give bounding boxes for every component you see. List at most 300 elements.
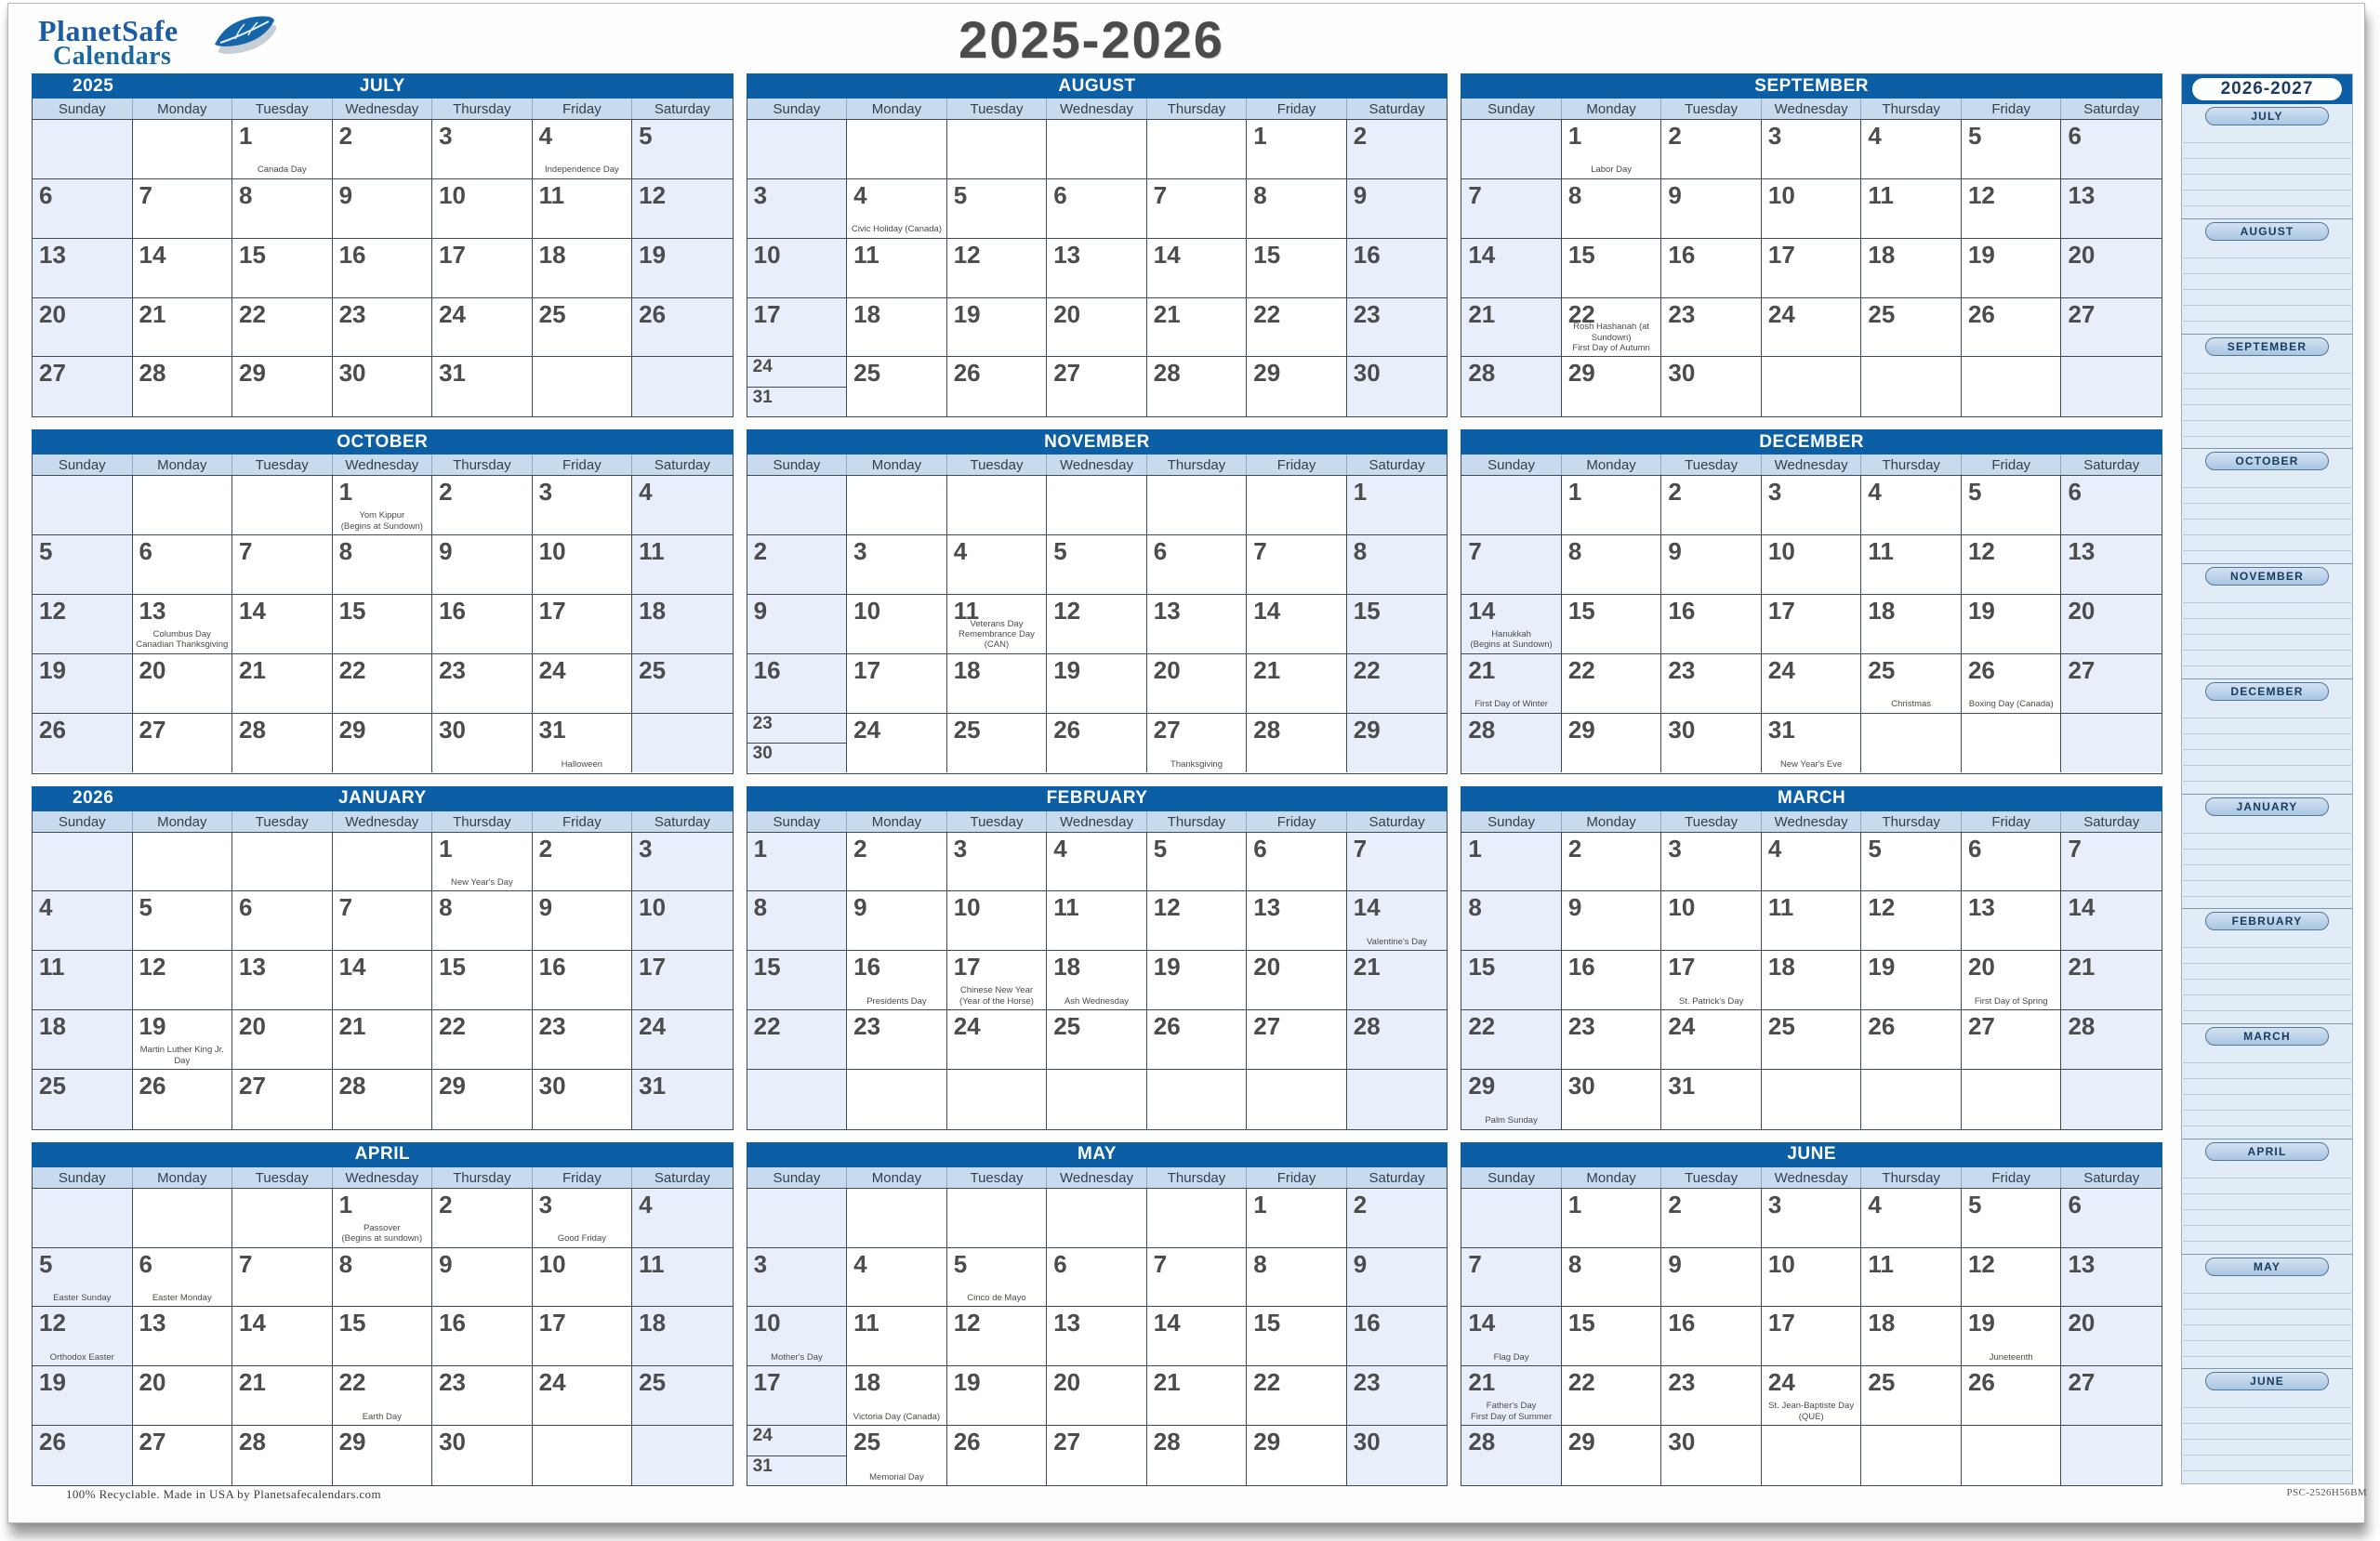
day-number: 15 [1468, 953, 1496, 981]
day-number: 23 [538, 1012, 566, 1041]
day-number: 10 [538, 1249, 566, 1278]
day-number: 1 [1567, 1190, 1582, 1218]
day-number: 11 [639, 537, 665, 566]
day-cell [432, 833, 533, 892]
day-number: 8 [439, 893, 453, 922]
day-number: 3 [538, 1190, 553, 1218]
day-cell [432, 357, 533, 416]
day-number: 6 [39, 180, 53, 209]
day-cell [432, 1248, 533, 1308]
day-cell [2061, 891, 2162, 951]
day-cell [333, 1010, 433, 1070]
weekday-header-row [33, 811, 733, 833]
day-cell [1962, 1248, 2062, 1308]
day-cell [232, 595, 333, 654]
day-number: 29 [239, 359, 266, 388]
day-cell [1247, 1189, 1347, 1248]
day-number: 20 [1967, 953, 1995, 981]
day-number: 11 [39, 953, 65, 981]
month-header [32, 786, 734, 811]
sidebar-month-pill: JANUARY [2205, 797, 2330, 816]
month-header [1461, 786, 2162, 811]
notes-lines [2183, 932, 2351, 1022]
weekday-label: Friday [533, 99, 633, 119]
day-cell [632, 1189, 733, 1248]
day-number: 29 [1567, 359, 1595, 388]
day-number: 4 [853, 180, 867, 209]
day-number: 29 [1353, 715, 1381, 744]
day-cell [1962, 1307, 2062, 1366]
day-number: 10 [753, 240, 781, 269]
weekday-label: Monday [847, 811, 947, 832]
holiday-label: Halloween [561, 759, 603, 770]
day-number: 2 [439, 1190, 453, 1218]
day-number: 24 [752, 357, 773, 377]
day-number: 11 [1868, 1249, 1894, 1278]
day-cell [1962, 654, 2062, 714]
day-cell [432, 595, 533, 654]
day-cell [2061, 1426, 2162, 1485]
holiday-label: Chinese New Year (Year of the Horse) [959, 985, 1034, 1007]
day-cell [947, 1366, 1048, 1426]
day-cell [1247, 179, 1347, 239]
day-cell [232, 1366, 333, 1426]
day-cell [1861, 179, 1962, 239]
day-cell [2061, 1366, 2162, 1426]
day-cell [1461, 891, 1562, 951]
day-cell [1661, 1189, 1762, 1248]
day-cell [1347, 1426, 1448, 1485]
weekday-label: Friday [1247, 811, 1347, 832]
day-number: 2 [338, 122, 353, 150]
day-number: 4 [39, 893, 53, 922]
day-number: 16 [1668, 240, 1696, 269]
day-number: 2 [1567, 834, 1582, 863]
day-number: 7 [1353, 834, 1368, 863]
day-cell [133, 714, 233, 773]
day-number: 29 [1468, 1071, 1496, 1100]
day-cell [1047, 714, 1147, 773]
day-number: 30 [752, 744, 773, 764]
day-cell [2061, 595, 2162, 654]
weekday-label: Saturday [1368, 1169, 1425, 1186]
day-cell [847, 595, 947, 654]
day-cell [1661, 714, 1762, 773]
day-cell [432, 654, 533, 714]
sidebar-month-pill: JUNE [2205, 1372, 2330, 1390]
day-cell [33, 891, 133, 951]
day-number: 26 [1967, 655, 1995, 684]
day-cell [1861, 357, 1962, 416]
day-cell [1047, 179, 1147, 239]
day-number: 31 [538, 715, 566, 744]
weekday-label: Thursday [1861, 99, 1962, 119]
month-name: NOVEMBER [1044, 431, 1150, 452]
weekday-label: Sunday [747, 454, 848, 475]
day-cell [2061, 714, 2162, 773]
day-number: 27 [2068, 299, 2096, 328]
weekday-label: Wednesday [1762, 99, 1862, 119]
day-number: 12 [639, 180, 667, 209]
day-number: 17 [1767, 596, 1795, 625]
months-grid [32, 73, 2162, 1486]
day-number: 29 [1567, 715, 1595, 744]
day-cell [1247, 1010, 1347, 1070]
day-cell [133, 1366, 233, 1426]
day-cell [1562, 1426, 1662, 1485]
weekday-label: Sunday [1461, 1167, 1562, 1188]
weekday-label: Thursday [1147, 811, 1248, 832]
sidebar-month-august [2182, 218, 2352, 334]
day-number: 26 [39, 1428, 66, 1456]
day-number: 7 [239, 537, 253, 566]
day-number: 27 [39, 359, 66, 388]
day-number: 5 [953, 180, 968, 209]
month-june [1461, 1142, 2162, 1486]
month-name: MARCH [1778, 788, 1846, 808]
day-number: 19 [1868, 953, 1896, 981]
day-number: 3 [538, 478, 553, 507]
day-number: 6 [239, 893, 253, 922]
day-cell [1347, 357, 1448, 416]
day-cell [1861, 476, 1962, 535]
day-cell [847, 1070, 947, 1129]
day-number: 29 [1253, 359, 1281, 388]
day-cell [232, 714, 333, 773]
sidebar-month-pill: FEBRUARY [2205, 912, 2330, 930]
day-cell [1762, 891, 1862, 951]
day-number: 8 [338, 1249, 353, 1278]
weekday-label: Thursday [432, 99, 533, 119]
day-cell [533, 595, 633, 654]
day-cell [1247, 298, 1347, 358]
day-number: 15 [1567, 1309, 1595, 1337]
day-number: 25 [853, 1428, 881, 1456]
month-august [747, 73, 1448, 417]
day-number: 28 [1153, 1428, 1181, 1456]
day-cell [747, 951, 848, 1010]
day-cell [33, 1010, 133, 1070]
weekday-header-row [747, 454, 1448, 476]
day-number: 10 [953, 893, 981, 922]
day-number: 7 [239, 1249, 253, 1278]
month-header [747, 429, 1448, 454]
day-cell [1461, 179, 1562, 239]
day-cell [1347, 654, 1448, 714]
day-cell [1461, 1307, 1562, 1366]
day-cell [1861, 654, 1962, 714]
day-cell [632, 239, 733, 298]
month-name: MAY [1078, 1144, 1117, 1165]
weekday-label: Friday [1962, 454, 2062, 475]
day-number: 12 [139, 953, 166, 981]
day-cell [1147, 1010, 1248, 1070]
day-cell [533, 357, 633, 416]
day-number: 28 [1468, 715, 1496, 744]
day-cell [1762, 239, 1862, 298]
day-cell [1247, 120, 1347, 179]
weekday-label: Tuesday [1661, 811, 1762, 832]
day-cell [1762, 120, 1862, 179]
day-cell [133, 179, 233, 239]
day-number: 27 [1153, 715, 1181, 744]
day-cell [747, 1070, 848, 1129]
day-number: 3 [439, 122, 453, 150]
day-number: 20 [1053, 1368, 1081, 1397]
sidebar-month-pill: SEPTEMBER [2205, 337, 2330, 356]
day-cell [133, 891, 233, 951]
day-number: 3 [1767, 1190, 1782, 1218]
weekday-label: Thursday [1861, 811, 1962, 832]
day-cell [1247, 535, 1347, 595]
day-cell [432, 1070, 533, 1129]
weekday-label: Saturday [2083, 457, 2140, 474]
day-number: 14 [1468, 1309, 1496, 1337]
day-cell [533, 1070, 633, 1129]
day-cell [1247, 357, 1347, 416]
day-cell [847, 179, 947, 239]
day-cell [947, 476, 1048, 535]
day-number: 4 [538, 122, 553, 150]
day-cell [1661, 1248, 1762, 1308]
day-cell [847, 357, 947, 416]
day-number: 6 [1053, 1249, 1067, 1278]
day-cell [133, 239, 233, 298]
holiday-label: Memorial Day [869, 1471, 924, 1482]
day-cell [1461, 951, 1562, 1010]
day-number: 6 [2068, 122, 2082, 150]
day-number: 28 [1153, 359, 1181, 388]
weekday-label: Friday [533, 811, 633, 832]
day-cell [1762, 595, 1862, 654]
day-number: 5 [639, 122, 653, 150]
day-cell [333, 1070, 433, 1129]
day-number: 16 [338, 240, 366, 269]
day-cell [533, 1189, 633, 1248]
day-cell [33, 1307, 133, 1366]
day-number: 9 [338, 180, 353, 209]
day-cell [1762, 1248, 1862, 1308]
day-number: 26 [953, 359, 981, 388]
day-cell [1562, 1366, 1662, 1426]
day-cell [1247, 1070, 1347, 1129]
day-cell [1762, 1426, 1862, 1485]
day-cell [1562, 1248, 1662, 1308]
day-number: 10 [1668, 893, 1696, 922]
day-cell [1962, 595, 2062, 654]
day-number: 20 [39, 299, 66, 328]
day-cell [432, 179, 533, 239]
day-cell [1461, 654, 1562, 714]
day-number: 12 [1967, 180, 1995, 209]
day-number: 19 [639, 240, 667, 269]
holiday-label: Christmas [1891, 699, 1932, 710]
day-cell [632, 1426, 733, 1485]
day-number: 2 [1668, 1190, 1682, 1218]
day-number: 2 [853, 834, 867, 863]
day-number: 18 [639, 1309, 667, 1337]
day-number: 22 [1567, 655, 1595, 684]
day-cell [333, 1189, 433, 1248]
weekday-label: Wednesday [1762, 1167, 1862, 1188]
day-number: 20 [2068, 240, 2096, 269]
day-cell [1347, 239, 1448, 298]
day-number: 16 [1353, 240, 1381, 269]
month-header [1461, 429, 2162, 454]
split-day-half [747, 714, 847, 744]
holiday-label: Rosh Hashanah (at Sundown) First Day of Autumn [1572, 322, 1650, 353]
day-cell [1661, 298, 1762, 358]
weekday-label: Saturday [1368, 457, 1425, 474]
day-cell [747, 1248, 848, 1308]
holiday-label: New Year's Eve [1780, 759, 1843, 770]
day-cell [632, 357, 733, 416]
day-number: 27 [1053, 1428, 1081, 1456]
day-cell [432, 476, 533, 535]
day-cell [33, 595, 133, 654]
day-number: 9 [1567, 893, 1582, 922]
holiday-label: Veterans Day Remembrance Day (CAN) [959, 618, 1035, 651]
weekday-label: Friday [1962, 811, 2062, 832]
day-number: 11 [853, 1309, 879, 1337]
day-cell [632, 1248, 733, 1308]
year-label: 2025 [73, 75, 114, 96]
day-number: 2 [439, 478, 453, 507]
day-cell [2061, 654, 2162, 714]
day-cell [1661, 1010, 1762, 1070]
day-number: 11 [639, 1249, 665, 1278]
day-cell [1147, 476, 1248, 535]
day-cell [1661, 1070, 1762, 1129]
holiday-label: New Year's Day [450, 876, 513, 888]
weekday-header-row [1461, 811, 2162, 833]
day-cell [1147, 1366, 1248, 1426]
day-number: 13 [2068, 180, 2096, 209]
day-cell [133, 951, 233, 1010]
holiday-label: Orthodox Easter [49, 1351, 114, 1363]
month-header [747, 73, 1448, 99]
day-number: 25 [39, 1071, 66, 1100]
day-cell [533, 1307, 633, 1366]
day-number: 30 [1353, 359, 1381, 388]
day-cell [1461, 298, 1562, 358]
day-cell [2061, 1248, 2162, 1308]
day-number: 6 [139, 1249, 152, 1278]
day-cell [133, 1248, 233, 1308]
weekday-label: Wednesday [1762, 454, 1862, 475]
day-cell [1861, 595, 1962, 654]
day-number: 29 [338, 715, 366, 744]
day-cell [1461, 833, 1562, 892]
day-cell [432, 239, 533, 298]
day-number: 14 [1153, 240, 1181, 269]
day-number: 17 [439, 240, 466, 269]
sidebar-title: 2026-2027 [2192, 78, 2342, 100]
day-cell [232, 891, 333, 951]
holiday-label: Boxing Day (Canada) [1968, 699, 2054, 710]
day-cell [1962, 1189, 2062, 1248]
day-cell [1762, 951, 1862, 1010]
month-header [747, 786, 1448, 811]
day-number: 5 [953, 1249, 968, 1278]
split-day-half [747, 388, 847, 416]
day-number: 21 [1468, 1368, 1496, 1397]
day-number: 5 [1868, 834, 1882, 863]
day-cell [1562, 298, 1662, 358]
day-cell [1047, 595, 1147, 654]
weekday-label: Tuesday [947, 811, 1048, 832]
day-number: 14 [1468, 240, 1496, 269]
day-number: 6 [1967, 834, 1982, 863]
day-number: 20 [239, 1012, 266, 1041]
month-july [32, 73, 734, 417]
day-cell [2061, 535, 2162, 595]
sidebar-month-june [2182, 1368, 2352, 1483]
weekday-label: Thursday [1147, 99, 1248, 119]
sidebar-month-pill: NOVEMBER [2205, 567, 2330, 586]
day-number: 30 [1668, 715, 1696, 744]
weekday-label: Sunday [33, 1167, 133, 1188]
day-cell [333, 357, 433, 416]
weekday-header-row [1461, 99, 2162, 120]
day-number: 9 [439, 1249, 453, 1278]
day-number: 21 [239, 655, 266, 684]
day-number: 11 [853, 240, 879, 269]
day-number: 13 [1253, 893, 1281, 922]
holiday-label: Mother's Day [771, 1351, 823, 1363]
day-cell [1861, 1366, 1962, 1426]
day-number: 3 [1668, 834, 1682, 863]
weekday-label: Sunday [33, 811, 133, 832]
weekday-label: Wednesday [333, 1167, 433, 1188]
day-number: 25 [538, 299, 566, 328]
day-cell [747, 298, 848, 358]
day-number: 4 [639, 1190, 653, 1218]
weekday-label: Monday [133, 99, 233, 119]
day-number: 20 [139, 1368, 166, 1397]
day-cell [747, 1307, 848, 1366]
day-number: 1 [439, 834, 453, 863]
split-day-half [747, 1426, 847, 1455]
day-cell [632, 951, 733, 1010]
day-cell [1047, 891, 1147, 951]
day-cell [33, 654, 133, 714]
day-number: 26 [1967, 299, 1995, 328]
day-number: 18 [639, 596, 667, 625]
day-number: 19 [39, 1368, 66, 1397]
day-number: 11 [953, 596, 980, 625]
day-number: 16 [1668, 596, 1696, 625]
day-number: 10 [853, 596, 881, 625]
day-number: 10 [1767, 180, 1795, 209]
day-number: 15 [1353, 596, 1381, 625]
day-number: 19 [953, 299, 981, 328]
day-cell [847, 1426, 947, 1485]
day-number: 22 [239, 299, 266, 328]
day-cell [33, 298, 133, 358]
day-number: 17 [538, 596, 566, 625]
day-number: 24 [853, 715, 881, 744]
day-cell [133, 1070, 233, 1129]
day-number: 8 [1567, 1249, 1582, 1278]
day-cell [1861, 239, 1962, 298]
weekday-label: Sunday [1461, 99, 1562, 119]
day-cell [1661, 1366, 1762, 1426]
day-cell [33, 714, 133, 773]
day-number: 17 [639, 953, 667, 981]
day-number: 22 [1567, 299, 1595, 328]
day-number: 15 [338, 1309, 366, 1337]
